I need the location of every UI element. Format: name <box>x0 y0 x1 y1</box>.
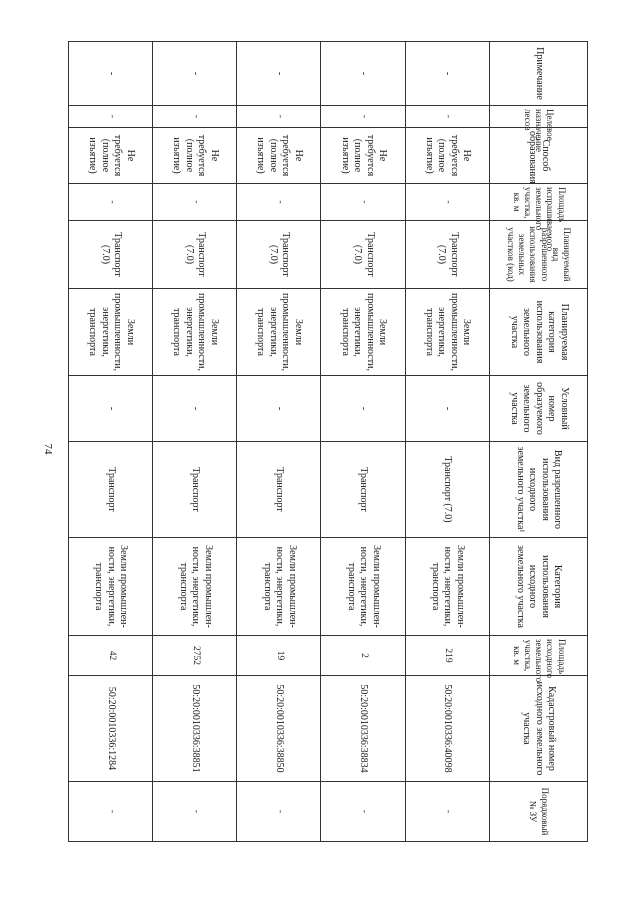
header-row <box>489 42 587 842</box>
table-cell: Земли промышлен-ности, энергетики, транспорта <box>405 538 489 636</box>
table-cell: Земли промышлен-ности, энергетики, транспорта <box>321 538 405 636</box>
table-cell: 42 <box>69 636 153 676</box>
header-cell: Способ образования <box>489 128 587 184</box>
table-cell: Транспорт (7.0) <box>405 221 489 289</box>
table-cell: - <box>405 42 489 106</box>
table-cell: Транспорт (7.0) <box>237 221 321 289</box>
table-cell: 50:20:0010336:38834 <box>321 676 405 782</box>
table-cell: - <box>69 782 153 842</box>
header-cell: Категория использования исходного земельного участка <box>489 538 587 636</box>
table-cell: - <box>237 42 321 106</box>
table-cell: - <box>69 376 153 442</box>
table-cell: - <box>321 184 405 221</box>
table-cell: - <box>405 376 489 442</box>
table-cell: - <box>321 106 405 128</box>
header-cell: Порядковый № ЗУ <box>489 782 587 842</box>
header-cell: Вид разрешенного использования исходного земельного участка¹ <box>489 442 587 538</box>
table-cell: Земли промышленности, энергетики, транспорта <box>153 289 237 376</box>
table-cell: - <box>405 184 489 221</box>
header-cell: Планируемая категория использования земельного участка <box>489 289 587 376</box>
table-cell: Земли промышлен-ности, энергетики, транспорта <box>69 538 153 636</box>
table-cell: Не требуется (полное изъятие) <box>237 128 321 184</box>
table-cell: 50:20:0010336:40098 <box>405 676 489 782</box>
table-cell: - <box>69 184 153 221</box>
rotated-table-container <box>68 41 588 841</box>
table-cell: Земли промышленности, энергетики, транспорта <box>237 289 321 376</box>
table-cell: Не требуется (полное изъятие) <box>405 128 489 184</box>
table-cell: - <box>237 782 321 842</box>
table-cell: Земли промышлен-ности, энергетики, транспорта <box>153 538 237 636</box>
table-cell: 19 <box>237 636 321 676</box>
table-cell: - <box>405 782 489 842</box>
table-cell: - <box>321 42 405 106</box>
table-cell: Земли промышленности, энергетики, транспорта <box>405 289 489 376</box>
table-cell: - <box>153 184 237 221</box>
table-cell: 50:20:0010336:38851 <box>153 676 237 782</box>
table-cell: - <box>153 42 237 106</box>
table-cell: - <box>405 106 489 128</box>
table-cell: 2 <box>321 636 405 676</box>
table-cell: 50:20:0010336:38850 <box>237 676 321 782</box>
table-cell: - <box>153 782 237 842</box>
table-cell: 2752 <box>153 636 237 676</box>
header-cell: Примечание <box>489 42 587 106</box>
table-cell: - <box>69 106 153 128</box>
table-cell: Не требуется (полное изъятие) <box>321 128 405 184</box>
header-cell: Планируемый вид разрешенного использования земельных участков (код) <box>489 221 587 289</box>
header-cell: Площадь исходного земельного участка, кв. м <box>489 636 587 676</box>
table-cell: 219 <box>405 636 489 676</box>
table-cell: - <box>237 106 321 128</box>
table-row <box>153 42 237 842</box>
table-cell: Транспорт (7.0) <box>69 221 153 289</box>
table-cell: - <box>153 376 237 442</box>
page-number: 74 <box>42 443 54 455</box>
header-cell: Целевое назначение лесов <box>489 106 587 128</box>
table-cell: Транспорт <box>321 442 405 538</box>
table-cell: Транспорт (7.0) <box>405 442 489 538</box>
header-cell: Кадастровый номер исходного земельного участка <box>489 676 587 782</box>
table-cell: - <box>69 42 153 106</box>
table-cell: Транспорт (7.0) <box>321 221 405 289</box>
table-cell: Транспорт (7.0) <box>153 221 237 289</box>
table-cell: Транспорт <box>237 442 321 538</box>
header-cell: Площадь испрашиваемого земельного участка, кв. м <box>489 184 587 221</box>
table-cell: Транспорт <box>153 442 237 538</box>
land-plots-table <box>68 41 588 842</box>
table-cell: Транспорт <box>69 442 153 538</box>
table-row <box>237 42 321 842</box>
header-cell: Условный номер образуемого земельного участка <box>489 376 587 442</box>
table-row <box>69 42 153 842</box>
table-cell: Земли промышленности, энергетики, транспорта <box>321 289 405 376</box>
table-row <box>321 42 405 842</box>
table-cell: - <box>153 106 237 128</box>
table-cell: - <box>321 782 405 842</box>
table-row <box>405 42 489 842</box>
table-cell: Земли промышлен-ности, энергетики, транспорта <box>237 538 321 636</box>
table-cell: Земли промышленности, энергетики, транспорта <box>69 289 153 376</box>
table-cell: - <box>321 376 405 442</box>
table-cell: 50:20:0010336:1284 <box>69 676 153 782</box>
table-cell: Не требуется (полное изъятие) <box>69 128 153 184</box>
table-cell: - <box>237 184 321 221</box>
table-cell: Не требуется (полное изъятие) <box>153 128 237 184</box>
table-cell: - <box>237 376 321 442</box>
